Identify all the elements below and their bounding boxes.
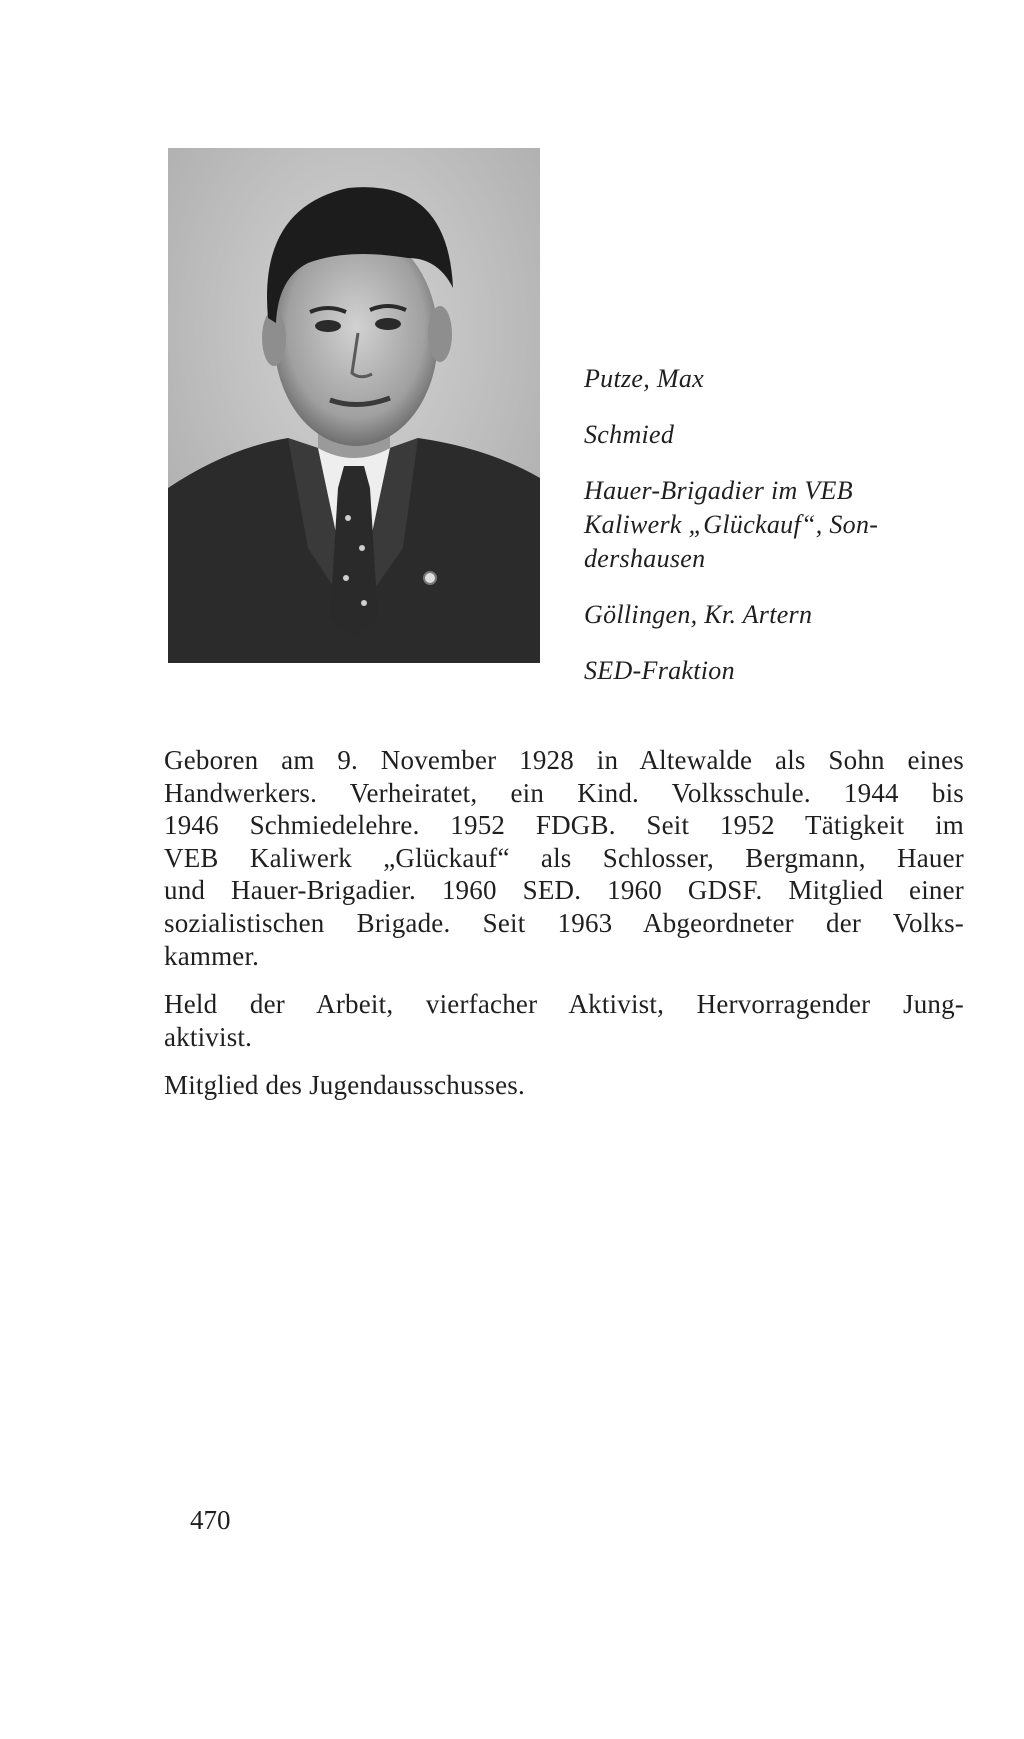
portrait-photo: [168, 148, 540, 663]
entry-position: [584, 474, 984, 576]
biography-paragraph-2: [164, 988, 964, 1053]
portrait-image: [168, 148, 540, 663]
biography-paragraph-1: [164, 744, 964, 972]
text-line: aktivist.: [164, 1021, 253, 1052]
position-line: dershausen: [584, 544, 706, 573]
text-line: Held der Arbeit, vierfacher Aktivist, Hervorragender Jung-: [164, 989, 964, 1020]
entry-details: [584, 362, 984, 710]
biography-paragraph-3: [164, 1069, 964, 1102]
text-line: sozialistischen Brigade. Seit 1963 Abgeordneter der Volks-: [164, 907, 964, 938]
page-number: 470: [190, 1505, 231, 1535]
entry-residence: Göllingen, Kr. Artern: [584, 600, 813, 629]
position-line: Kaliwerk „Glückauf“, Son-: [584, 510, 879, 539]
text-line: kammer.: [164, 940, 260, 971]
text-line: 1946 Schmiedelehre. 1952 FDGB. Seit 1952 Tätigkeit im: [164, 810, 964, 841]
text-line: Geboren am 9. November 1928 in Altewalde als Sohn eines: [164, 745, 964, 775]
entry-profession: Schmied: [584, 420, 675, 449]
position-line: Hauer-Brigadier im VEB: [584, 476, 853, 505]
text-line: und Hauer-Brigadier. 1960 SED. 1960 GDSF. Mitglied einer: [164, 875, 964, 906]
entry-faction: SED-Fraktion: [584, 656, 735, 685]
text-line: Handwerkers. Verheiratet, ein Kind. Volksschule. 1944 bis: [164, 777, 964, 808]
text-line: Mitglied des Jugendausschusses.: [164, 1070, 525, 1101]
text-line: VEB Kaliwerk „Glückauf“ als Schlosser, Bergmann, Hauer: [164, 842, 964, 873]
entry-name: Putze, Max: [584, 364, 704, 393]
biography: [164, 744, 964, 1118]
